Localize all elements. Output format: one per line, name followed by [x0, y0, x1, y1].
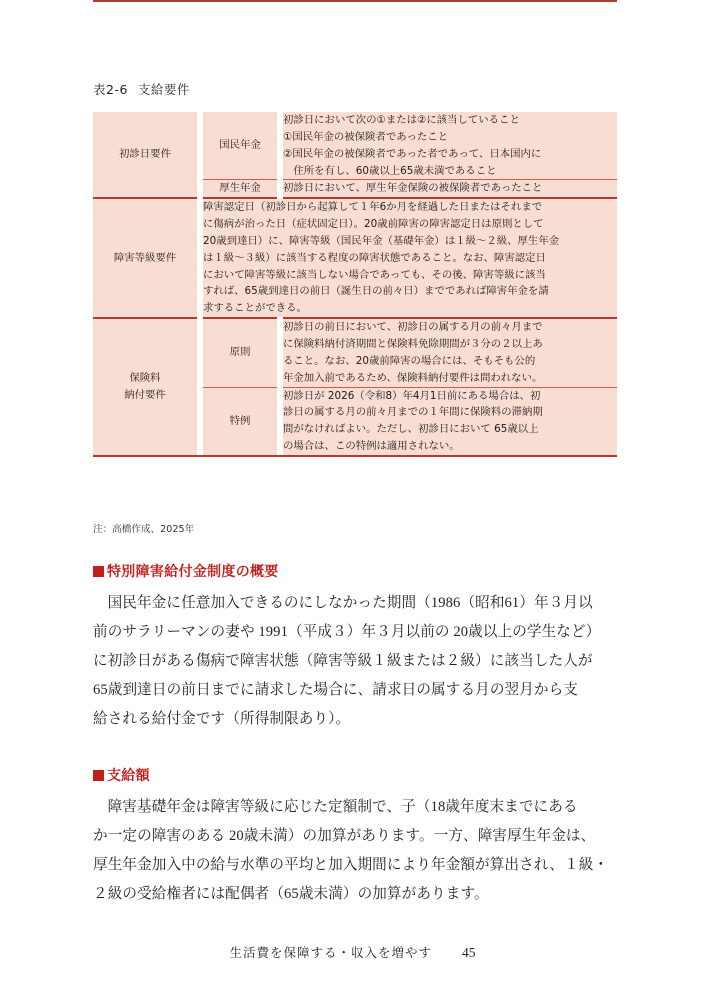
square-bullet-icon — [93, 770, 104, 781]
page-footer — [0, 943, 705, 961]
requirements-table-body — [93, 112, 617, 455]
subrow-label-cell: 国民年金 — [203, 112, 277, 179]
subrow-body-cell: 初診日が 2026（令和8）年4月1日前にある場合は、初 診日の属する月の前々月までの１年間に保険料の滞納期 間がなければよい。ただし、初診日において 65歳以上 の場合は、この特例は適用されない。 — [283, 388, 617, 455]
section-heading-2 — [93, 767, 623, 785]
page-number: 45 — [462, 945, 476, 960]
table-row — [93, 112, 617, 179]
table-caption-title: 支給要件 — [137, 82, 190, 97]
row-label-cell: 初診日要件 — [93, 112, 197, 197]
square-bullet-icon — [93, 566, 104, 577]
subrow-body-cell: 初診日において、厚生年金保険の被保険者であったこと — [283, 180, 617, 197]
section-spacer — [93, 734, 623, 767]
subrow-label-cell: 特例 — [203, 388, 277, 455]
table-row — [93, 319, 617, 386]
footer-chapter-title: 生活費を保障する・収入を増やす — [229, 946, 432, 960]
section-paragraph-1: 国民年金に任意加入できるのにしなかった期間（1986（昭和61）年３月以 前のサラリーマンの妻や 1991（平成３）年３月以前の 20歳以上の学生など） に初診日がある傷病で障害状態（障害等級１級または２級）に該当した人が 65歳到達日の前日までに請求した場合に、請求日の属する月の翌月から支 給される給付金です（所得制限あり）。 — [93, 595, 601, 727]
table-top-rule — [93, 0, 617, 2]
requirements-table — [93, 112, 617, 455]
table-row — [93, 199, 617, 317]
subrow-body-cell: 初診日において次の①または②に該当していること ①国民年金の被保険者であったこと ②国民年金の被保険者であった者であって、日本国内に 住所を有し、60歳以上65歳未満であること — [283, 112, 617, 179]
subrow-body-cell: 初診日の前日において、初診日の属する月の前々月まで に保険料納付済期間と保険料免除期間が３分の２以上あ ること。なお、20歳前障害の場合には、そもそも公的 年金加入前であるため、保険料納付要件は問われない。 — [283, 319, 617, 386]
row-label-cell: 保険料 納付要件 — [93, 319, 197, 455]
subrow-body-cell: 障害認定日（初診日から起算して１年6か月を経過した日またはそれまで に傷病が治った日（症状固定日）。20歳前障害の障害認定日は原則として 20歳到達日）に、障害等級（国民年金（基礎年金）は１級〜２級、厚生年金 は１級〜３級）に該当する程度の障害状態であること。なお、障害認定日 において障害等級に該当しない場合であっても、その後、障害等級に該当 すれば、65歳到達日の前日（誕生日の前々日）までであれば障害年金を請 求することができる。 — [203, 199, 617, 317]
section-heading-2-label: 支給額 — [107, 767, 150, 784]
table-bottom-rule — [93, 455, 617, 457]
subrow-label-cell: 原則 — [203, 319, 277, 386]
article-body — [93, 563, 623, 908]
section-heading-1-label: 特別障害給付金制度の概要 — [107, 564, 279, 580]
table-note: 注：高橋作成、2025年 — [93, 524, 195, 535]
section-heading-1 — [93, 563, 623, 581]
table-caption — [93, 80, 190, 98]
table-caption-number: 表2-6 — [93, 82, 128, 97]
row-label-cell: 障害等級要件 — [93, 199, 197, 317]
section-paragraph-2: 障害基礎年金は障害等級に応じた定額制で、子（18歳年度末までにある か一定の障害のある 20歳未満）の加算があります。一方、障害厚生年金は、 厚生年金加入中の給与水準の平均と加入期間により年金額が算出され、１級・ ２級の受給権者には配偶者（65歳未満）の加算があります。 — [93, 798, 609, 902]
subrow-label-cell: 厚生年金 — [203, 180, 277, 197]
